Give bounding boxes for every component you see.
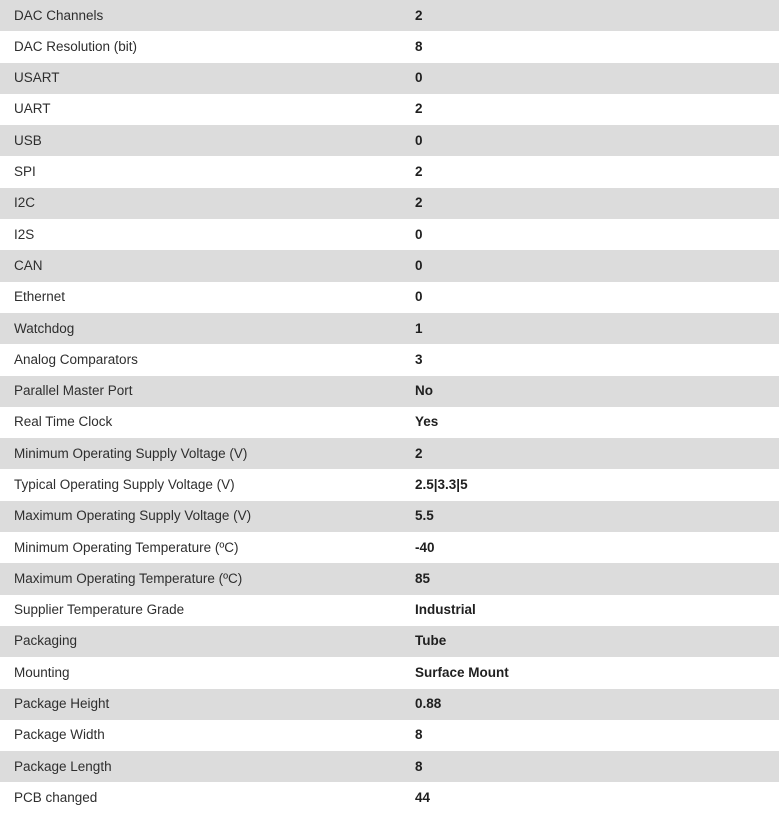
value-cell: 5.5 [404, 501, 779, 532]
value-cell: Tube [404, 626, 779, 657]
parameter-cell: SPI [0, 156, 404, 187]
table-row [0, 188, 779, 219]
parameter-cell: I2C [0, 188, 404, 219]
parameter-cell: Minimum Operating Temperature (ºC) [0, 532, 404, 563]
value-cell: 2 [404, 94, 779, 125]
table-row [0, 313, 779, 344]
value-cell: 2 [404, 188, 779, 219]
table-row [0, 63, 779, 94]
table-row [0, 156, 779, 187]
value-cell: No [404, 376, 779, 407]
parameter-cell: Minimum Operating Supply Voltage (V) [0, 438, 404, 469]
parameter-cell: Packaging [0, 626, 404, 657]
value-cell: 2 [404, 156, 779, 187]
parameter-cell: PCB changed [0, 782, 404, 813]
table-row [0, 532, 779, 563]
parameter-cell: DAC Resolution (bit) [0, 31, 404, 62]
value-cell: 2.5|3.3|5 [404, 469, 779, 500]
value-cell: 8 [404, 31, 779, 62]
table-row [0, 282, 779, 313]
value-cell: 8 [404, 720, 779, 751]
parameter-cell: USB [0, 125, 404, 156]
value-cell: 0.88 [404, 689, 779, 720]
parameter-cell: Mounting [0, 657, 404, 688]
value-cell: Yes [404, 407, 779, 438]
parameter-cell: Real Time Clock [0, 407, 404, 438]
parameter-cell: I2S [0, 219, 404, 250]
table-row [0, 501, 779, 532]
value-cell: 0 [404, 282, 779, 313]
value-cell: 8 [404, 751, 779, 782]
value-cell: 3 [404, 344, 779, 375]
value-cell: Surface Mount [404, 657, 779, 688]
value-cell: 0 [404, 250, 779, 281]
value-cell: 0 [404, 125, 779, 156]
table-row [0, 751, 779, 782]
table-row [0, 125, 779, 156]
table-row [0, 0, 779, 31]
value-cell: 1 [404, 313, 779, 344]
value-cell: 2 [404, 438, 779, 469]
table-row [0, 626, 779, 657]
table-row [0, 657, 779, 688]
table-row [0, 219, 779, 250]
table-row [0, 595, 779, 626]
parameter-cell: CAN [0, 250, 404, 281]
parameter-cell: Package Length [0, 751, 404, 782]
parameter-cell: UART [0, 94, 404, 125]
table-row [0, 250, 779, 281]
value-cell: Industrial [404, 595, 779, 626]
parameter-cell: Watchdog [0, 313, 404, 344]
table-row [0, 469, 779, 500]
parameter-cell: Supplier Temperature Grade [0, 595, 404, 626]
value-cell: 0 [404, 219, 779, 250]
parameter-cell: DAC Channels [0, 0, 404, 31]
parameter-cell: Package Height [0, 689, 404, 720]
parameter-cell: Typical Operating Supply Voltage (V) [0, 469, 404, 500]
table-row [0, 563, 779, 594]
table-row [0, 782, 779, 813]
value-cell: 85 [404, 563, 779, 594]
value-cell: 2 [404, 0, 779, 31]
parameter-cell: Ethernet [0, 282, 404, 313]
table-row [0, 94, 779, 125]
table-row [0, 31, 779, 62]
parameter-cell: Package Width [0, 720, 404, 751]
parameter-cell: Maximum Operating Temperature (ºC) [0, 563, 404, 594]
table-row [0, 689, 779, 720]
parameter-cell: Parallel Master Port [0, 376, 404, 407]
value-cell: 44 [404, 782, 779, 813]
table-row [0, 438, 779, 469]
table-row [0, 376, 779, 407]
parameter-cell: USART [0, 63, 404, 94]
value-cell: -40 [404, 532, 779, 563]
parameter-cell: Maximum Operating Supply Voltage (V) [0, 501, 404, 532]
table-row [0, 344, 779, 375]
value-cell: 0 [404, 63, 779, 94]
parameter-cell: Analog Comparators [0, 344, 404, 375]
table-row [0, 720, 779, 751]
table-row [0, 407, 779, 438]
